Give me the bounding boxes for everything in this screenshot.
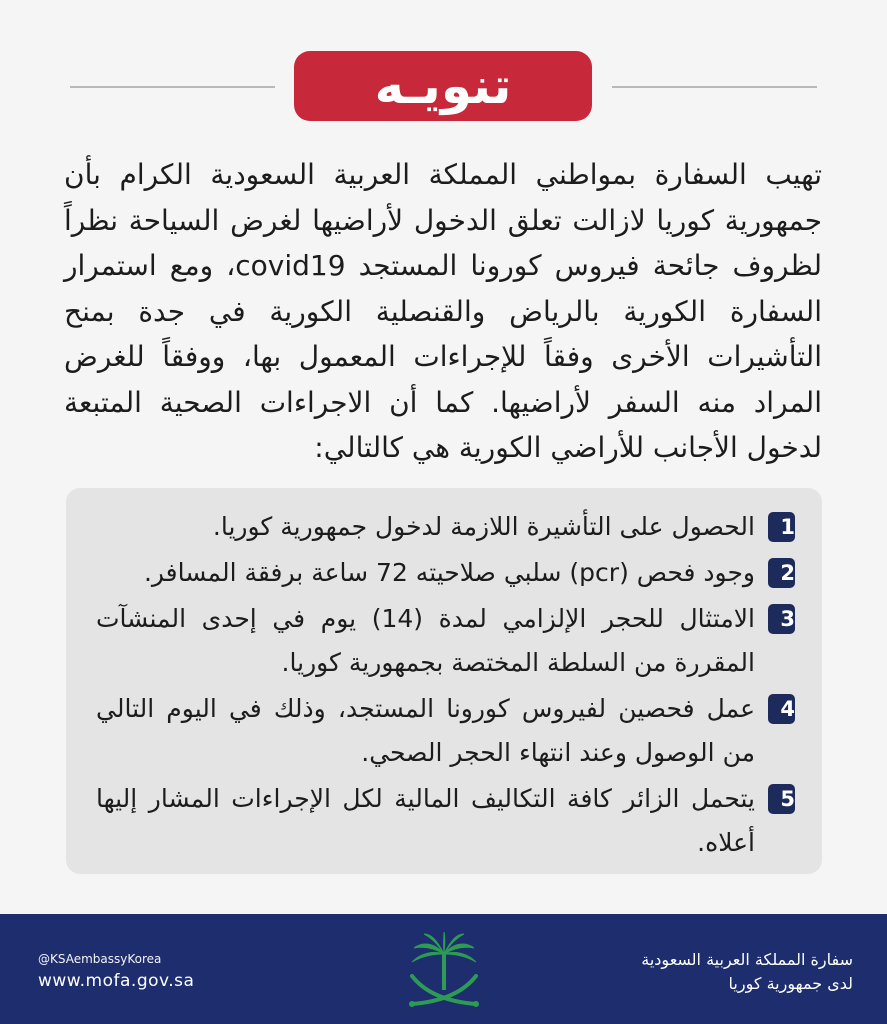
requirement-item: [96, 687, 795, 775]
embassy-name-line2: لدى جمهورية كوريا: [728, 974, 853, 993]
item-number-badge: 3: [768, 604, 795, 634]
item-number-badge: 2: [768, 558, 795, 588]
item-number-badge: 5: [768, 784, 795, 814]
requirement-text: الامتثال للحجر الإلزامي لمدة (14) يوم في إحدى المنشآت المقررة من السلطة المختصة بجمهورية كوريا.: [96, 604, 755, 677]
intro-paragraph: تهيب السفارة بمواطني المملكة العربية السعودية الكرام بأن جمهورية كوريا لازالت تعلق الدخول لأراضيها لغرض السياحة نظراً لظروف جائحة فيروس كورونا المستجد covid19، ومع استمرار السفارة الكورية بالرياض والقنصلية الكورية في جدة بمنح التأشيرات الأخرى وفقاً للإجراءات المعمول بها، ووفقاً للغرض المراد منه السفر لأراضيها. كما أن الاجراءات الصحية المتبعة لدخول الأجانب للأراضي الكورية هي كالتالي:: [64, 158, 822, 464]
notice-title: تنويـه: [374, 57, 512, 115]
palm-and-swords-emblem-icon: [404, 932, 484, 1014]
embassy-name: [641, 948, 853, 996]
requirement-item: [96, 777, 795, 865]
embassy-name-line1: سفارة المملكة العربية السعودية: [641, 950, 853, 969]
requirement-item: [96, 505, 795, 549]
divider-left: [70, 86, 275, 88]
requirement-text: الحصول على التأشيرة اللازمة لدخول جمهورية كوريا.: [212, 512, 755, 541]
requirements-list: [96, 505, 795, 867]
notice-title-badge: [294, 51, 592, 121]
requirement-text: عمل فحصين لفيروس كورونا المستجد، وذلك في اليوم التالي من الوصول وعند انتهاء الحجر الصحي.: [96, 694, 755, 767]
requirement-text: وجود فحص (pcr) سلبي صلاحيته 72 ساعة برفقة المسافر.: [143, 558, 755, 587]
social-handle[interactable]: @KSAembassyKorea: [38, 952, 162, 966]
footer-contact: [38, 950, 194, 994]
divider-right: [612, 86, 817, 88]
item-number-badge: 1: [768, 512, 795, 542]
requirement-item: [96, 551, 795, 595]
website-link[interactable]: www.mofa.gov.sa: [38, 971, 195, 991]
item-number-badge: 4: [768, 694, 795, 724]
footer-bar: [0, 914, 887, 1024]
requirement-item: [96, 597, 795, 685]
requirement-text: يتحمل الزائر كافة التكاليف المالية لكل الإجراءات المشار إليها أعلاه.: [96, 784, 755, 857]
